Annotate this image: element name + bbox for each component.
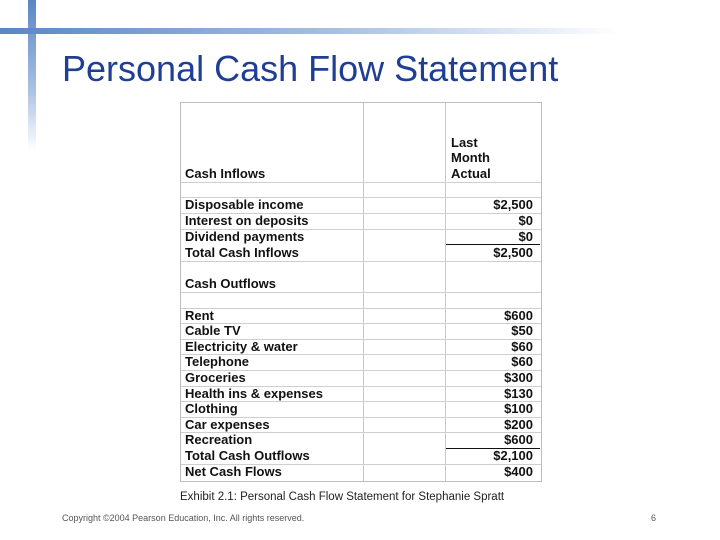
outflow-amount: $60 — [511, 339, 533, 354]
decorative-horizontal-bar — [0, 28, 620, 34]
net-cash-flows-amount: $400 — [504, 464, 533, 479]
header-month: Month — [451, 150, 490, 165]
inflow-label: Dividend payments — [185, 229, 305, 244]
inflow-amount: $2,500 — [493, 197, 533, 212]
outflow-label: Recreation — [185, 432, 253, 447]
outflow-amount: $50 — [511, 323, 533, 338]
cash-flow-table — [180, 102, 542, 482]
inflow-amount: $0 — [518, 213, 533, 228]
page-number: 6 — [651, 513, 657, 523]
outflow-label: Clothing — [185, 401, 238, 416]
outflow-label: Car expenses — [185, 417, 270, 432]
outflow-label: Electricity & water — [185, 339, 298, 354]
outflow-label: Rent — [185, 308, 214, 323]
outflow-label: Telephone — [185, 354, 250, 369]
outflow-label: Cable TV — [185, 323, 241, 338]
row-divider — [181, 261, 541, 262]
total-inflows-amount: $2,500 — [493, 245, 533, 260]
inflow-label: Disposable income — [185, 197, 304, 212]
row-divider — [181, 182, 541, 183]
header-actual: Actual — [451, 166, 491, 181]
total-outflows-amount: $2,100 — [493, 448, 533, 463]
outflow-amount: $600 — [504, 432, 533, 447]
outflow-label: Groceries — [185, 370, 246, 385]
inflow-amount: $0 — [518, 229, 533, 244]
copyright-footer: Copyright ©2004 Pearson Education, Inc. All rights reserved. — [62, 513, 305, 523]
decorative-vertical-bar — [28, 0, 36, 150]
total-outflows-label: Total Cash Outflows — [185, 448, 310, 463]
inflows-heading: Cash Inflows — [185, 166, 266, 181]
header-last: Last — [451, 135, 478, 150]
outflows-heading: Cash Outflows — [185, 276, 277, 291]
row-divider — [181, 292, 541, 293]
exhibit-caption: Exhibit 2.1: Personal Cash Flow Statement for Stephanie Spratt — [180, 491, 505, 503]
net-cash-flows-label: Net Cash Flows — [185, 464, 282, 479]
outflow-amount: $130 — [504, 386, 533, 401]
outflow-amount: $60 — [511, 354, 533, 369]
row-divider — [181, 308, 541, 309]
outflow-amount: $600 — [504, 308, 533, 323]
outflow-label: Health ins & expenses — [185, 386, 323, 401]
slide-title: Personal Cash Flow Statement — [62, 48, 559, 89]
outflow-amount: $100 — [504, 401, 533, 416]
outflow-amount: $300 — [504, 370, 533, 385]
inflow-label: Interest on deposits — [185, 213, 309, 228]
total-inflows-label: Total Cash Inflows — [185, 245, 299, 260]
outflow-amount: $200 — [504, 417, 533, 432]
